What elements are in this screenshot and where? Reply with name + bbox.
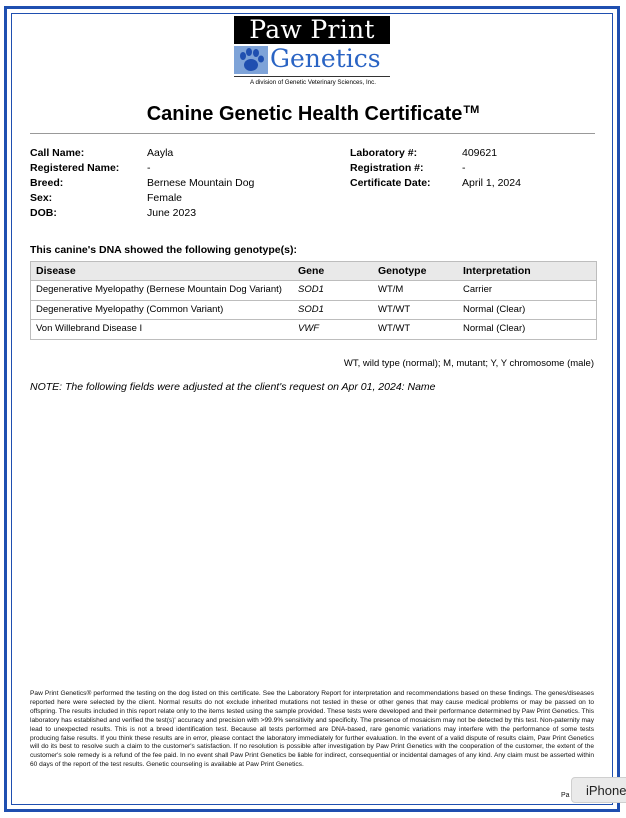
laboratory-number-row (350, 146, 521, 161)
registered-name-label: Registered Name: (30, 162, 120, 174)
certificate-inner-border (11, 13, 613, 805)
registration-number-row (350, 161, 521, 176)
call-name-label: Call Name: (30, 147, 85, 159)
iphone-overlay-tag[interactable]: iPhone (571, 777, 626, 803)
gene-cell: SOD1 (298, 303, 324, 315)
gene-cell: SOD1 (298, 284, 324, 295)
legal-disclaimer: Paw Print Genetics® performed the testing on the dog listed on this certificate. See the Laboratory Report for interpretation and recommendations based on these findings. The genes/diseases reported here were selected by the client. Normal results do not exclude inherited mutations not tested in these or other genes that may cause medical problems or may be passed on to offspring. The results included in this report relate only to the items tested using the sample provided. These tests were developed and their performance determined by Paw Print Genetics. This laboratory has established and verified the test(s)' accuracy and precision with >99.9% sensitivity and specificity. The presence of mosaicism may not be detected by this test. Non-paternity may lead to unexpected results. This is not a breed identification test. Because all tests performed are DNA-based, rare genomic variations may interfere with the performance of some tests producing false results. If you think these results are in error, please contact the laboratory immediately for further evaluation. In the event of a valid dispute of results claim, Paw Print Genetics will do its best to resolve such a claim to the customer's satisfaction. If no resolution is possible after investigation by Paw Print Genetics with the cooperation of the customer, the extent of the customer's sole remedy is a refund of the fee paid. In no event shall Paw Print Genetics be liable for indirect, consequential or incidental damages of any kind. Any claim must be asserted within 60 days of the report of the test results. Genetic counseling is available at Paw Print Genetics. (30, 690, 594, 769)
call-name-value: Aayla (147, 147, 174, 159)
header-genotype: Genotype (378, 265, 427, 277)
table-row (31, 319, 596, 339)
header-interpretation: Interpretation (463, 265, 531, 277)
paw-print-genetics-logo (230, 16, 394, 92)
dog-details (30, 146, 254, 221)
page-number: Pa (561, 792, 570, 799)
table-row (31, 280, 596, 300)
sex-value: Female (147, 192, 183, 204)
genotype-table (30, 261, 597, 340)
dob-value: June 2023 (147, 207, 197, 219)
certificate-date-label: Certificate Date: (350, 177, 431, 189)
sex-row (30, 191, 254, 206)
disease-cell: Von Willebrand Disease I (36, 323, 143, 334)
logo-subtitle: A division of Genetic Veterinary Sciences, Inc. (250, 79, 376, 86)
paw-icon (234, 46, 268, 74)
header-gene: Gene (298, 265, 325, 277)
header-disease: Disease (36, 265, 76, 277)
certificate-date-value: April 1, 2024 (462, 177, 521, 189)
trademark-mark: TM (463, 104, 480, 116)
registered-name-row (30, 161, 254, 176)
registration-number-value: - (462, 162, 466, 174)
dob-row (30, 206, 254, 221)
laboratory-number-value: 409621 (462, 147, 498, 159)
laboratory-number-label: Laboratory #: (350, 147, 418, 159)
registered-name-value: - (147, 162, 151, 174)
genotype-cell: WT/WT (378, 323, 411, 334)
logo-divider (234, 76, 390, 77)
breed-value: Bernese Mountain Dog (147, 177, 255, 189)
disease-cell: Degenerative Myelopathy (Common Variant) (36, 303, 224, 315)
breed-row (30, 176, 254, 191)
genotype-cell: WT/M (378, 284, 404, 295)
adjustment-note: NOTE: The following fields were adjusted at the client's request on Apr 01, 2024: Name (30, 381, 436, 393)
registration-number-label: Registration #: (350, 162, 424, 174)
certificate-date-row (350, 176, 521, 191)
genotype-heading: This canine's DNA showed the following genotype(s): (30, 244, 297, 256)
breed-label: Breed: (30, 177, 64, 189)
sex-label: Sex: (30, 192, 53, 204)
table-row (31, 300, 596, 320)
logo-wordmark-genetics: Genetics (270, 44, 381, 73)
call-name-row (30, 146, 254, 161)
dob-label: DOB: (30, 207, 57, 219)
title-divider (30, 133, 595, 134)
logo-wordmark-top: Paw Print (234, 16, 390, 44)
genotype-cell: WT/WT (378, 303, 411, 315)
interpretation-cell: Carrier (463, 284, 493, 295)
genotype-legend: WT, wild type (normal); M, mutant; Y, Y chromosome (male) (343, 358, 594, 369)
interpretation-cell: Normal (Clear) (463, 323, 526, 334)
certificate-title: Canine Genetic Health Certificate™ (146, 103, 480, 125)
table-header (31, 262, 596, 280)
gene-cell: VWF (298, 323, 320, 334)
interpretation-cell: Normal (Clear) (463, 303, 526, 315)
lab-details (350, 146, 521, 191)
disease-cell: Degenerative Myelopathy (Bernese Mountain Dog Variant) (36, 284, 282, 295)
